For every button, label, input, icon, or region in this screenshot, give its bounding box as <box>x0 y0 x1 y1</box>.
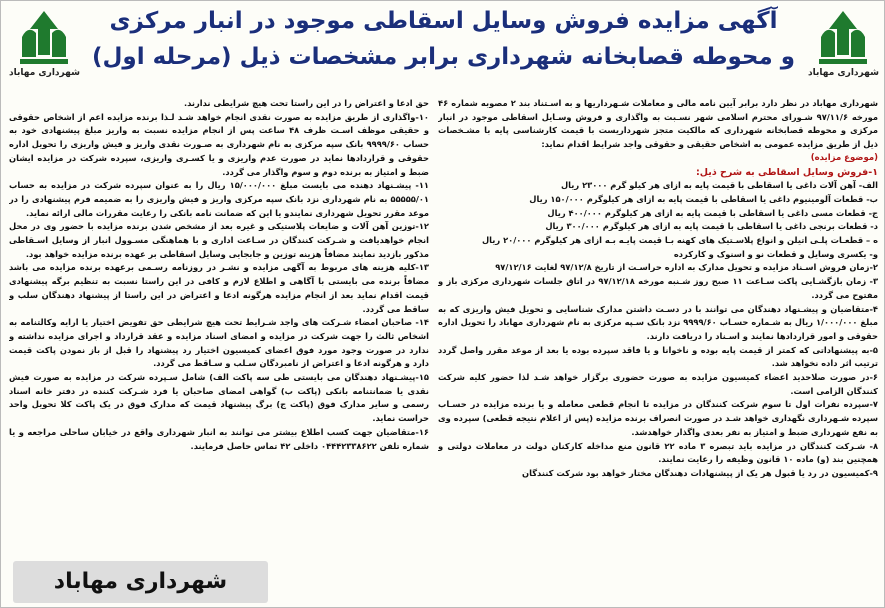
intro-paragraph: شهرداری مهاباد در نظر دارد برابر آیین نامه مالی و معاملات شـهرداریها و به اسـتناد بند ۲ مصوبه شماره ۴۶ مورخه ۹۷/۱۱/۶ شـورای محترم اسلامی شهر نسـبت به واگذاری و فروش وسـایل اسقاطی موجود در انبار مرکزی و محوطه قصابخانه شهرداری که مالکیت متجز شهرداریست با قیمت کارشناسی پایه با مشـخصات ذیل از طریق مزایده عمومی به اشخاص حقیقی و حقوقی واجد شرایط اقدام نماید: <box>438 98 878 150</box>
title-line-1: آگهی مزایده فروش وسایل اسقاطی موجود در انبار مرکزی <box>109 8 778 34</box>
logo-caption: شهرداری مهاباد <box>808 68 879 78</box>
page-title <box>91 3 796 75</box>
section-heading: ۱-فروش وسایل اسقاطی به شرح ذیل: <box>695 166 878 178</box>
clause: ۱۱- پیشـنهاد دهنده می بایست مبلغ ۱۵/۰۰۰/۰۰۰ ریال را به عنوان سپرده شرکت در مزایده به حساب ۵۵۵۵۵/۰۱ به نام شهرداری نزد بانک سپه مرکزی واریز و فیش واریزی را به ضمیمه فرم پیشنهادی را در موعد مقرر تحویل شهرداری نمایندو یا این که ضمانت نامه بانکی را رعایت مقررات مالی ارائه نماید. <box>9 180 429 218</box>
clause: ۳- زمان بازگشـایی پاکت سـاعت ۱۱ صبح روز شـنبه مورخه ۹۷/۱۲/۱۸ در اتاق جلسات شهرداری مرکزی باز و مفتوح می گردد. <box>438 276 878 300</box>
clause: ۹-کمیسیون در رد یا قبول هر یک از پیشنهادات دهندگان مختار خواهد بود شرکت کنندگان <box>522 467 878 478</box>
list-item: الف- آهن آلات داغی یا اسقاطی با قیمت پایه به ازای هر کیلو گرم ۲۳۰۰۰ ریال <box>560 180 878 191</box>
clause: ۱۰-واگذاری از طریق مزایده به صورت نقدی انجام خواهد شـد لـذا برنده مزایده اعم از اشخاص حقوقی و حقیقی موظف اسـت ظرف ۴۸ ساعت پس از انجام مزایده نسبت به واریز مبلغ پیشنهادی خود به حساب ۹۹۹۹/۶۰ بانک سپه مرکزی به نام شهرداری به صـورت نقدی واریز و فیش واریزی را تحویل اداره حقوقی و قراردادها نماید در صورت عدم واریزی و یا کسـری واریزی، سپرده شرکت در مزایده ایشان ضبط و امتیاز به برنده دوم و سوم واگذار می گردد. <box>9 111 429 177</box>
municipality-logo-left <box>9 7 79 85</box>
body-columns <box>9 97 878 605</box>
title-line-2: و محوطه قصابخانه شهرداری برابر مشخصات ذیل (مرحله اول) <box>91 44 796 70</box>
clause: ۷-سپرده نفرات اول تا سوم شرکت کنندگان در مزایده تا انجام قطعی معامله و یا برنده مزایده در حسـاب سپرده شـهرداری نگهداری خواهد شـد در صورت انصراف برنده مزایده (پس از اعلام نتیجه قطعی) سپرده وی به نفع شهرداری ضبط و امتیاز به نفر بعدی واگذار خواهدشد. <box>438 399 878 437</box>
clause: ۶-در صورت صلاحدید اعضاء کمیسیون مزایده به صورت حضوری برگزار خواهد شـد لذا حضور کلیه شرکت کنندگان الزامی است. <box>438 372 878 396</box>
clause: ۱۵-پیشـنهاد دهندگان می بایستی طی سه پاکت الف) شامل سـپرده شرکت در مزایده به صورت فیش نقدی یا ضمانتنامه بانکی (پاکت ب) گواهی امضای صاحبان یا فرد شـرکت کننده در دفتر خانه اسناد رسمی و سایر مدارک فوق (پاکت ج) برگ پیشنهاد قیمت که مدارک فوق در یک پاکت کلا تحویل واحد حراست نماید. <box>9 372 429 424</box>
list-item: ب- قطعات آلومینیوم داغی یا اسقاطی با قیمت پایه به ازای هر کیلوگرم ۱۵۰/۰۰۰ ریال <box>529 193 878 204</box>
clause: ۴-متقاضیان و پیشـنهاد دهندگان می توانند با در دسـت داشتن مدارک شناسایی و تحویل فیش واریزی که به مبلغ ۱/۰۰۰/۰۰۰ ریال به شـماره حسـاب ۹۹۹۹/۶۰ نزد بانک سـپه مرکزی به نام شهرداری مهاباد را تحویل اداره حقوقی و امور قراردادها نمایند و اسـناد را دریافت دارند. <box>438 303 878 341</box>
clause: ۱۲-توزین آهن آلات و ضایعات پلاستیکی و غیره بعد از مشخص شدن برنده مزایده با حضور وی در محل انجام خواهدیافت و شـرکت کنندگان در سـاعت اداری و با هماهنگی مسـوول انبار از وسایل اسـقاطی مذکور بازدید نمایند مضافاً هزینه توزین و جابجایی وسایل اسقاطی بر عهده برنده مزایده خواهد بود. <box>9 221 429 259</box>
list-item: و- یکسری وسایل و قطعات نو و اسنوک و کارکرده <box>673 248 878 259</box>
list-item: د- قطعات برنجی داغی یا اسقاطی با قیمت پایه به ازای هر کیلوگرم ۳۰۰/۰۰۰ ریال <box>545 221 878 232</box>
logo-emblem-icon <box>14 7 74 67</box>
right-column <box>438 97 878 605</box>
clause: ۵-به پیشنهاداتی که کمتر از قیمت پایه بوده و ناخوانا و یا فاقد سپرده بوده یا بعد از موعد مقرر واصل گردد ترتیب اثر داده نخواهد شد. <box>438 344 878 369</box>
footer-municipality-label: شهرداری مهاباد <box>13 561 268 603</box>
list-item: ج- قطعات مسی داغی یا اسقاطی با قیمت پایه به ازای هر کیلوگرم ۴۰۰/۰۰۰ ریال <box>547 207 878 218</box>
clause: حق ادعا و اعتراض را در این راستا تحت هیچ شرایطی ندارند. <box>183 98 429 108</box>
clause: ۱۶-متقاضیان جهت کسب اطلاع بیشتر می توانند به انبار شهرداری واقع در خیابان ساحلی مراجعه و یا شماره تلفن ۰۴۴۴۲۳۳۸۶۲۲ داخلی ۴۲ تماس حاصل فرمایند. <box>9 426 429 451</box>
clause: ۲-زمان فروش اسـناد مزایده و تحویل مدارک به اداره حراسـت از تاریخ ۹۷/۱۲/۸ لغایت ۹۷/۱۲/۱۶ <box>495 262 878 273</box>
clause: ۱۴- صاحبان امضاء شـرکت های واجد شـرایط تحت هیچ شرایطی حق تفویض اختیار یا ارایه وکالتنامه به اشخاص ثالث را جهت شرکت در مزایده و امضای اسناد مزایده و عقد قرارداد و اجرای مزایده نداشته و ندارد در صورت وجود مورد فوق اعضای کمیسیون اختیار رد پیشنهاد را قبل از باز نمودن پاکت قیمت دارد و هرگونه ادعا و اعتراض از نامبردگان سـلب و سـاقط می گردد. <box>9 317 429 369</box>
municipality-logo-right <box>808 7 878 85</box>
logo-caption: شهرداری مهاباد <box>9 68 80 78</box>
subject-heading: (موضوع مزایده) <box>810 152 878 163</box>
clause: ۸- شـرکت کنندگان در مزایده باید تبصره ۳ ماده ۲۲ قانون منع مداخله کارکنان دولت در معاملات دولتی و همچنین بند (و) ماده ۱۰ قانون وظیفه را رعایت نمایند. <box>438 440 878 465</box>
list-item: ه – قطعـات پلـی اتیلن و انواع پلاسـتیک های کهنه بـا قیمت پایـه بـه ازای هر کیلوگرم ۲۰/۰۰۰ ریال <box>481 235 878 246</box>
logo-emblem-icon <box>813 7 873 67</box>
header <box>1 1 885 93</box>
left-column <box>9 97 429 605</box>
clause: ۱۳-کلیه هزینه های مربوط به آگهی مزایده و نشـر در روزنامه رسـمی برعهده برنده مزایده می باشد مضافاً برنده می بایستی با آگاهی و اطلاع لازم و کافی در این راستا نسبت به تنظیم برگه پیشنهادی قیمت اقدام نماید بعد از انجام مزایده هرگونه ادعا و اعتراض در این راستا از پیشنهاد دهندگان سلب و ساقط می گردد. <box>9 262 429 314</box>
